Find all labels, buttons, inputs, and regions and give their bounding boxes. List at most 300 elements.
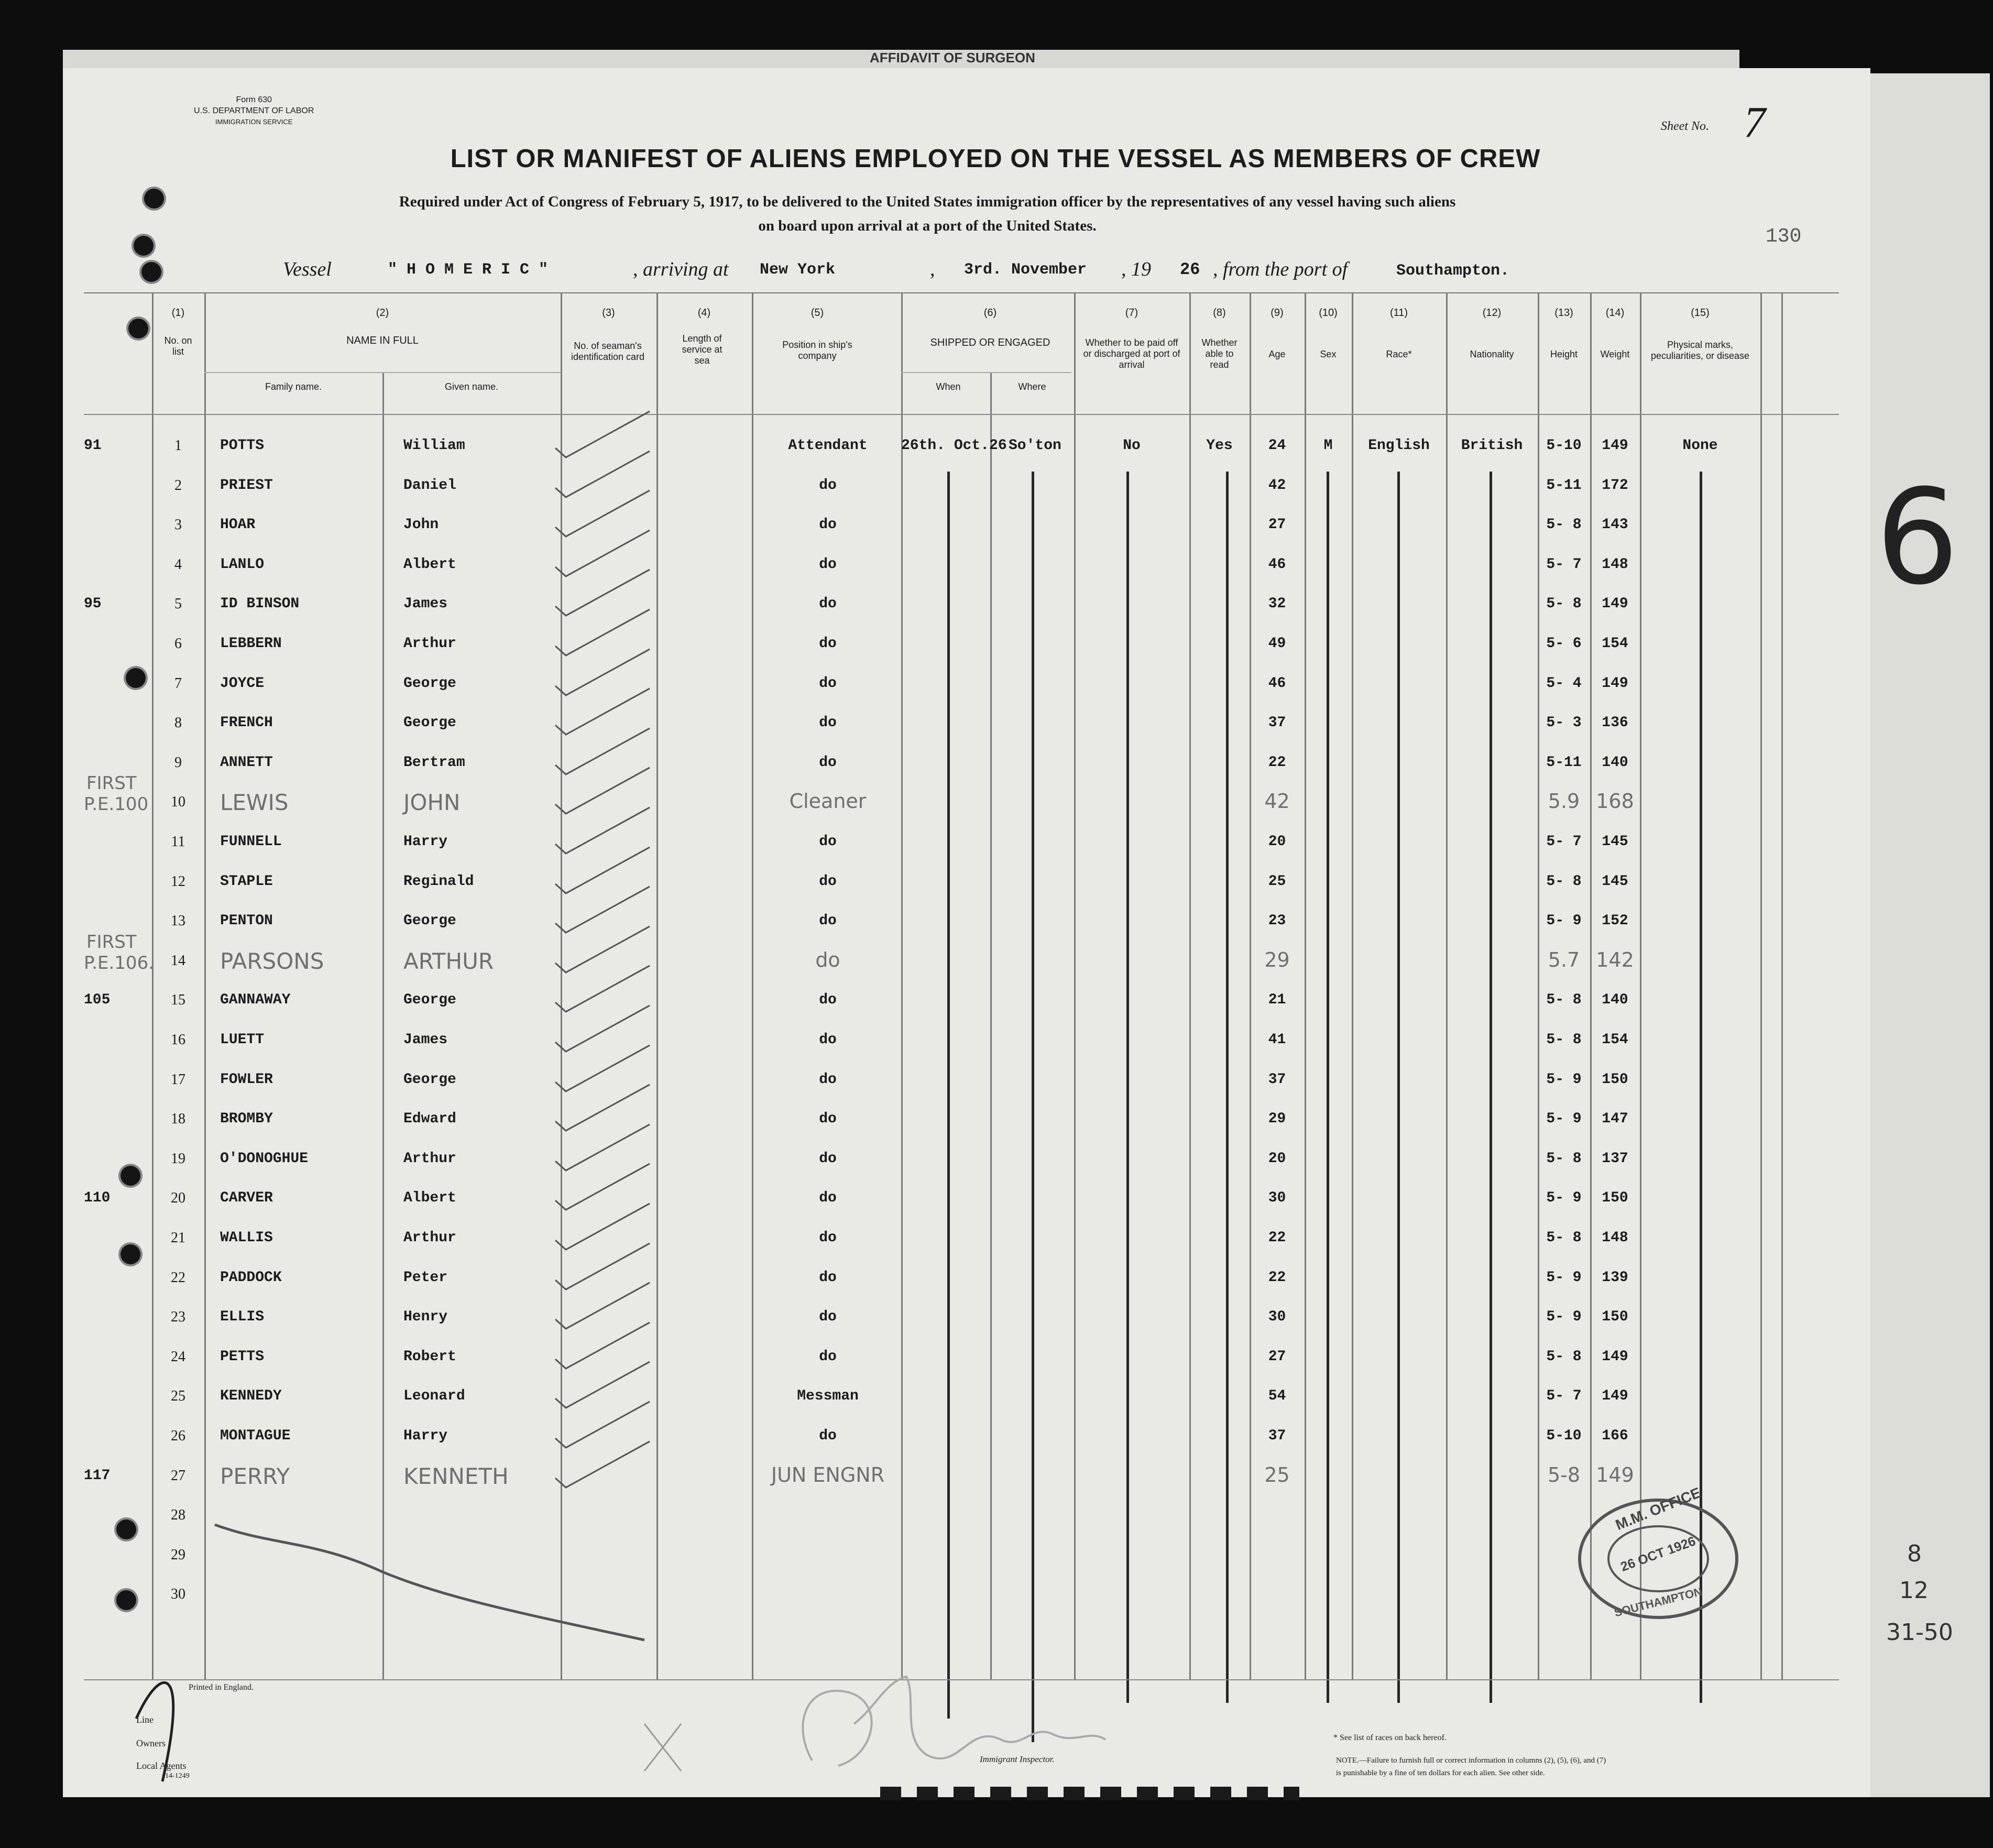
cell-given: Leonard [403,1388,465,1405]
cell-given: Arthur [403,1230,456,1246]
cell-age: 20 [1268,1150,1286,1167]
cell-given: Harry [403,1428,448,1444]
cell-no: 23 [171,1309,185,1326]
cell-family: HOAR [220,517,256,533]
cell-family: KENNEDY [220,1388,282,1405]
margin-count: 117 [84,1467,111,1484]
cell-given: Edward [403,1111,456,1128]
cell-age: 21 [1268,992,1286,1009]
col-physical: Physical marks, peculiarities, or disease [1650,340,1750,361]
cell-height: 5.9 [1548,790,1580,813]
column-rule [1640,293,1641,1679]
cell-given: KENNETH [403,1463,509,1489]
punch-hole [116,1590,136,1610]
cell-weight: 148 [1602,556,1628,573]
cell-no: 27 [171,1467,185,1484]
header-bottom-rule [84,414,1839,415]
cell-height: 5-8 [1547,1463,1581,1486]
cell-position: do [819,715,837,731]
cell-paid: No [1123,438,1141,454]
col-when: When [936,381,961,392]
cell-height: 5- 7 [1546,556,1582,573]
cell-age: 37 [1268,1071,1286,1088]
cell-no: 21 [171,1230,185,1246]
column-rule [382,372,384,1679]
cell-no: 30 [171,1586,185,1603]
cell-family: O'DONOGHUE [220,1150,309,1167]
col-race: Race* [1386,349,1412,359]
cell-age: 30 [1268,1309,1286,1326]
right-margin-six: 6 [1876,461,1959,614]
cell-weight: 137 [1602,1150,1628,1167]
cell-weight: 149 [1602,438,1628,454]
cell-position: Messman [797,1388,859,1405]
cell-position: JUN ENGNR [771,1463,885,1486]
cell-height: 5-10 [1546,1428,1582,1444]
cell-where: So'ton [1009,438,1061,454]
cell-weight: 140 [1602,754,1628,771]
cell-position: do [819,1150,837,1167]
torn-edge-marks [880,1787,1299,1800]
cell-family: ELLIS [220,1309,265,1326]
cell-age: 49 [1268,636,1286,652]
col-no-on-list: No. on list [164,335,192,357]
cell-position: do [819,1032,837,1048]
column-rule [1305,293,1306,1679]
cell-given: James [403,1032,448,1048]
cell-age: 54 [1268,1388,1286,1405]
check-mark-icon [550,1436,655,1494]
cell-age: 37 [1268,715,1286,731]
form-number: Form 630 [236,95,272,104]
cell-weight: 150 [1602,1309,1628,1326]
cell-no: 7 [174,675,182,692]
cell-height: 5- 8 [1546,1032,1582,1048]
year-prefix: , 19 [1121,258,1151,280]
cell-position: do [819,834,837,850]
cell-height: 5- 3 [1546,715,1582,731]
arriving-label: , arriving at [633,258,729,280]
cell-age: 22 [1268,754,1286,771]
cell-height: 5- 8 [1546,1150,1582,1167]
cell-weight: 168 [1596,790,1634,813]
cell-no: 11 [171,834,185,850]
punch-hole [121,1244,140,1264]
cell-family: ID BINSON [220,596,300,613]
col-age: Age [1268,349,1286,359]
col-id-card: No. of seaman's identification card [571,341,645,362]
ditto-line-read [1226,472,1229,1703]
cell-height: 5- 7 [1546,1388,1582,1405]
cell-weight: 142 [1596,948,1634,971]
cell-height: 5-11 [1546,477,1582,494]
cell-position: do [819,754,837,771]
departure-port: Southampton. [1396,262,1510,280]
cell-weight: 154 [1602,1032,1628,1048]
cell-weight: 149 [1602,1388,1628,1405]
form-block [194,94,314,127]
penalty-note-line-1: NOTE.—Failure to furnish full or correct information in columns (2), (5), (6), and (7) [1336,1756,1606,1765]
cell-given: Bertram [403,754,465,771]
column-rule [1781,293,1783,1679]
cell-family: FOWLER [220,1071,273,1088]
cell-weight: 150 [1602,1190,1628,1207]
margin-count: 105 [84,992,111,1009]
cell-position: do [819,517,837,533]
subtitle-line-2: on board upon arrival at a port of the United States. [758,217,1097,234]
cell-height: 5-10 [1546,438,1582,454]
cell-weight: 145 [1602,873,1628,890]
cell-no: 3 [174,517,182,533]
cell-position: do [819,596,837,613]
cell-family: LEWIS [220,790,289,816]
cell-position: do [819,992,837,1009]
cell-family: PETTS [220,1348,265,1365]
cell-height: 5- 8 [1546,596,1582,613]
cell-nationality: British [1461,438,1523,454]
col-num-5: (5) [811,307,824,319]
col-num-1: (1) [171,307,185,319]
cell-no: 24 [171,1348,185,1365]
cell-age: 23 [1268,913,1286,930]
cell-position: Cleaner [789,790,867,813]
ditto-line-when [947,472,950,1719]
cell-given: JOHN [403,790,461,816]
inspector-label: Immigrant Inspector. [980,1754,1055,1764]
cell-no: 15 [171,992,185,1009]
punch-hole [128,319,148,338]
cell-no: 16 [171,1032,185,1048]
cell-weight: 149 [1602,596,1628,613]
cell-position: do [819,1230,837,1246]
col-num-4: (4) [697,307,711,319]
from-label: , from the port of [1213,258,1348,280]
stamp-office: M.M. OFFICE [1613,1484,1703,1534]
cell-given: James [403,596,448,613]
cell-when: 26th. Oct.26 [901,438,1007,454]
margin-note: FIRST [86,931,137,953]
arrival-port: New York [760,261,836,279]
column-rule [1446,293,1448,1679]
cell-no: 1 [174,438,182,454]
cell-age: 29 [1264,948,1290,971]
cell-position: do [819,477,837,494]
cell-position: do [819,1348,837,1365]
cell-age: 25 [1264,1463,1290,1486]
col-num-14: (14) [1605,307,1625,319]
unused-lines-cancel-stroke [210,1514,655,1661]
cell-height: 5- 9 [1546,913,1582,930]
cell-no: 19 [171,1150,185,1167]
cell-height: 5- 8 [1546,517,1582,533]
right-margin-a: 8 [1907,1540,1922,1567]
cell-weight: 136 [1602,715,1628,731]
cell-height: 5- 7 [1546,834,1582,850]
cell-position: do [819,1190,837,1207]
cell-age: 30 [1268,1190,1286,1207]
comma-1: , [930,258,935,280]
vessel-label: Vessel [283,258,332,280]
cell-age: 22 [1268,1269,1286,1286]
department-name: U.S. DEPARTMENT OF LABOR [194,106,314,115]
cell-height: 5.7 [1548,948,1580,971]
col-num-15: (15) [1691,307,1710,319]
margin-count: 95 [84,596,102,613]
cell-age: 42 [1268,477,1286,494]
cell-position: do [819,1269,837,1286]
ditto-line-nationality [1490,472,1492,1703]
cell-age: 32 [1268,596,1286,613]
ditto-line-race [1397,472,1400,1703]
cell-no: 18 [171,1111,185,1128]
cell-position: do [819,1111,837,1128]
cell-position: Attendant [788,438,868,454]
cell-position: do [819,556,837,573]
cell-given: William [403,438,465,454]
cell-age: 22 [1268,1230,1286,1246]
cell-position: do [819,675,837,692]
cell-family: MONTAGUE [220,1428,291,1444]
cell-height: 5- 8 [1546,873,1582,890]
cell-age: 42 [1264,790,1290,813]
cell-marks: None [1682,438,1718,454]
sheet-label: Sheet No. [1661,119,1709,133]
page-title: LIST OR MANIFEST OF ALIENS EMPLOYED ON THE VESSEL AS MEMBERS OF CREW [450,145,1541,173]
cell-given: John [403,517,439,533]
shipped-subheader-rule [901,372,1071,373]
cell-height: 5- 9 [1546,1309,1582,1326]
inspector-signature [634,1661,1158,1781]
right-margin-c: 31-50 [1886,1619,1953,1646]
col-shipped: SHIPPED OR ENGAGED [930,337,1050,348]
cell-given: Arthur [403,1150,456,1167]
printed-note: Printed in England. [189,1683,254,1692]
col-sex: Sex [1320,349,1337,359]
col-num-11: (11) [1389,307,1408,319]
table-top-rule [84,292,1839,293]
sheet-number: 7 [1744,98,1766,147]
cell-given: Daniel [403,477,456,494]
cell-position: do [819,1309,837,1326]
cell-age: 46 [1268,675,1286,692]
cell-height: 5- 9 [1546,1190,1582,1207]
cell-family: WALLIS [220,1230,273,1246]
col-num-13: (13) [1554,307,1573,319]
cell-family: PRIEST [220,477,273,494]
cell-no: 26 [171,1428,185,1444]
cell-given: George [403,675,456,692]
cell-age: 27 [1268,517,1286,533]
cell-no: 22 [171,1269,185,1286]
margin-count: P.E.100 [84,794,149,815]
stamp-date: 26 OCT 1926 [1618,1534,1698,1574]
cell-weight: 152 [1602,913,1628,930]
cell-weight: 149 [1602,675,1628,692]
col-family-name: Family name. [265,381,322,392]
punch-hole [121,1166,140,1186]
cell-family: PADDOCK [220,1269,282,1286]
cell-given: Peter [403,1269,448,1286]
cell-family: LANLO [220,556,265,573]
cell-family: JOYCE [220,675,265,692]
col-num-3: (3) [602,307,615,319]
cell-given: Robert [403,1348,456,1365]
col-num-8: (8) [1213,307,1226,319]
penalty-note-line-2: is punishable by a fine of ten dollars for each alien. See other side. [1336,1769,1545,1777]
column-rule [656,293,658,1679]
cell-height: 5- 4 [1546,675,1582,692]
cell-given: Albert [403,1190,456,1207]
column-rule [1189,293,1191,1679]
column-rule [204,293,206,1679]
cell-family: FRENCH [220,715,273,731]
cell-weight: 143 [1602,517,1628,533]
affidavit-heading: AFFIDAVIT OF SURGEON [870,50,1035,65]
cell-weight: 140 [1602,992,1628,1009]
cell-given: George [403,1071,456,1088]
cell-weight: 148 [1602,1230,1628,1246]
margin-count: P.E.106. [84,952,155,974]
cell-weight: 172 [1602,477,1628,494]
cell-given: ARTHUR [403,948,494,974]
cell-given: Albert [403,556,456,573]
column-rule [1760,293,1762,1679]
cell-no: 5 [174,596,182,613]
col-num-9: (9) [1271,307,1284,319]
cell-given: George [403,992,456,1009]
cell-family: BROMBY [220,1111,273,1128]
cell-given: George [403,913,456,930]
cell-family: CARVER [220,1190,273,1207]
cell-height: 5- 8 [1546,1230,1582,1246]
col-able-read: Whether able to read [1201,337,1238,370]
punch-hole [144,189,164,209]
cell-position: do [819,636,837,652]
form-code: 14-1249 [165,1772,190,1780]
col-given-name: Given name. [444,381,499,392]
cell-weight: 154 [1602,636,1628,652]
col-num-7: (7) [1125,307,1138,319]
cell-family: STAPLE [220,873,273,890]
cell-no: 25 [171,1388,185,1405]
cell-family: POTTS [220,438,265,454]
cell-no: 29 [171,1546,185,1563]
vessel-name: " H O M E R I C " [388,261,549,279]
cell-family: ANNETT [220,754,273,771]
cell-age: 29 [1268,1111,1286,1128]
right-margin-b: 12 [1899,1577,1929,1604]
cell-sex: M [1323,438,1333,454]
col-num-6: (6) [983,307,997,319]
cell-age: 41 [1268,1032,1286,1048]
cell-position: do [819,1428,837,1444]
cell-given: Reginald [403,873,474,890]
cell-family: PENTON [220,913,273,930]
col-weight: Weight [1600,349,1630,359]
ditto-line-sex [1327,472,1329,1703]
col-name-in-full: NAME IN FULL [346,335,419,346]
cell-weight: 145 [1602,834,1628,850]
cell-given: George [403,715,456,731]
col-length-service: Length of service at sea [682,333,722,366]
punch-hole [116,1519,136,1539]
ditto-line-where [1032,472,1034,1742]
col-num-12: (12) [1482,307,1502,319]
arrival-date: 3rd. November [964,261,1087,279]
cell-no: 10 [171,794,185,811]
arrival-year: 26 [1180,260,1200,279]
cell-height: 5- 8 [1546,992,1582,1009]
bracket-mark [131,1640,194,1787]
cell-position: do [819,1071,837,1088]
cell-height: 5- 9 [1546,1111,1582,1128]
punch-hole [141,262,161,282]
margin-count: 91 [84,438,102,454]
cell-age: 25 [1268,873,1286,890]
cell-height: 5- 6 [1546,636,1582,652]
cell-read: Yes [1206,438,1233,454]
stamp-place: SOUTHAMPTON [1613,1584,1704,1620]
cell-family: FUNNELL [220,834,282,850]
cell-no: 17 [171,1071,185,1088]
cell-age: 46 [1268,556,1286,573]
page-subtitle [168,190,1687,238]
column-rule [1074,293,1076,1679]
col-num-10: (10) [1319,307,1338,319]
name-subheader-rule [204,372,561,373]
cell-age: 37 [1268,1428,1286,1444]
cell-height: 5- 9 [1546,1071,1582,1088]
cell-weight: 147 [1602,1111,1628,1128]
cell-given: Harry [403,834,448,850]
cell-no: 9 [174,754,182,771]
cell-position: do [819,913,837,930]
cell-no: 20 [171,1190,185,1207]
owners-label: Owners [136,1738,166,1748]
cell-age: 24 [1268,438,1286,454]
cell-no: 13 [171,913,185,930]
punch-hole [126,668,146,688]
cell-family: LEBBERN [220,636,282,652]
col-nationality: Nationality [1470,349,1514,359]
cell-position: do [815,948,840,971]
cell-race: English [1368,438,1430,454]
service-name: IMMIGRATION SERVICE [215,118,293,126]
cell-no: 6 [174,636,182,652]
cell-weight: 150 [1602,1071,1628,1088]
ditto-line-paid [1126,472,1129,1703]
cell-no: 4 [174,556,182,573]
cell-position: do [819,873,837,890]
page-stamp-number: 130 [1766,225,1802,248]
race-note: * See list of races on back hereof. [1333,1733,1447,1742]
punch-hole [134,236,154,256]
margin-count: 110 [84,1190,111,1207]
cell-height: 5- 9 [1546,1269,1582,1286]
col-height: Height [1550,349,1578,359]
cell-no: 28 [171,1507,185,1524]
col-position: Position in ship's company [782,340,852,361]
col-where: Where [1018,381,1046,392]
cell-no: 2 [174,477,182,494]
col-num-2: (2) [376,307,389,319]
cell-weight: 149 [1596,1463,1634,1486]
cell-height: 5- 8 [1546,1348,1582,1365]
margin-note: FIRST [86,773,137,794]
column-rule [1352,293,1353,1679]
cell-no: 12 [171,873,185,890]
manifest-page [63,68,1870,1797]
